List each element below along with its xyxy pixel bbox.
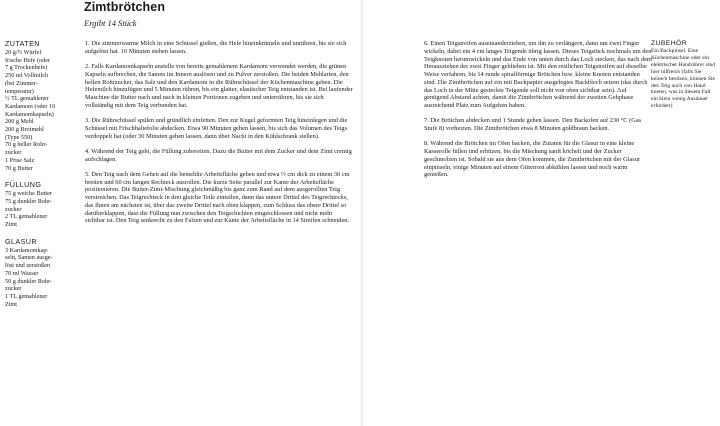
instruction-step-5: 5. Den Teig nach dem Gehen auf die bemehlte Arbeitsfläche geben und etwa ½ cm dick zu einem 30 cm breiten und 60 cm langen Rechteck ausrollen. Die kurze Seite parallel zur Kante der Arbeitsfläche positionieren. Die Butter-Zimt-Mischung gleichmäßig bis ganz zum Rand auf dem ausgerollten Teig verstreichen. Das Teigrechteck in drei gleiche Teile einteilen, dann das untere Drittel des Teigrechtecks, das Ihnen am nächsten ist, über das zweite Drittel nach oben klappen, zum Schluss das obere Drittel so darüberklappen, dass die Füllung nun zwischen den Teigschichten eingeschlossen und nicht mehr sichtbar ist. Den Teig senkrecht zu den Falzen und zur Kante der Arbeitsfläche in 14 Streifen schneiden. [85, 170, 350, 225]
ingredient-line: zucker [5, 149, 22, 157]
ingredients-column [5, 40, 81, 317]
ingredient-line: 70 g heller Rohr- [5, 141, 48, 149]
ingredient-line: Zimt [5, 221, 18, 229]
ingredients-group-zutaten [5, 40, 81, 172]
instruction-step-2: 2. Falls Kardamomkapseln anstelle von bereits gemahlenem Kardamom verwendet werden, die grünen Kapseln aufbrechen, die Samen im Innern auslösen und zu Pulver zerstoßen. Die beiden Mehlarten, den hellen Rohrzucker, das Salz und den Kardamom in die Rührschüssel der Küchenmaschine geben. Die Hefemilch hinzufügen und 5 Minuten rühren, bis ein glatter, elastischer Teig entstanden ist. Bei laufender Maschine die Butter nach und nach in kleinen Portionen zugeben und unterrühren, bis sie sich vollständig mit dem Teig verbunden hat. [85, 63, 353, 109]
ingredient-line: zucker [5, 285, 22, 293]
ingredients-heading-fuellung: FÜLLUNG [5, 180, 42, 190]
instructions-column-right [424, 40, 652, 187]
ingredient-line: Kardamom (oder 10 [5, 102, 56, 110]
ingredients-heading-zutaten: ZUTATEN [5, 39, 40, 48]
ingredient-line: 75 g weiche Butter [5, 190, 52, 198]
ingredient-line: 250 ml Vollmilch [5, 72, 49, 80]
instruction-step-4: 4. Während der Teig geht, die Füllung zubereiten. Dazu die Butter mit dem Zucker und dem Zimt cremig aufschlagen. [85, 147, 352, 163]
ingredient-line: 20 g/½ Würfel [5, 49, 42, 56]
ingredient-line: Zimt [5, 300, 18, 308]
ingredients-heading-glasur: GLASUR [5, 236, 37, 246]
ingredient-line: 50 g dunkler Rohr- [5, 277, 53, 285]
equipment-note [651, 40, 717, 110]
ingredient-line: 200 g Brotmehl [5, 126, 44, 134]
ingredient-line: 70 ml Wasser [5, 269, 39, 277]
ingredient-line: temperatur) [5, 87, 34, 95]
ingredient-line: 7 g Trockenhefe) [5, 64, 48, 72]
ingredient-line: 1 Prise Salz [5, 156, 35, 164]
ingredients-group-glasur [5, 238, 81, 309]
ingredient-line: 3 Kardamomkap- [5, 246, 49, 254]
instruction-step-6: 6. Einen Teigstreifen auseinanderziehen, um ihn zu verlängern, dann um zwei Finger wickeln, dabei ein 4 cm langes Teigende übrig lassen. Dieses Teigstück nochmals um den Teigknoten herumwickeln und das Ende von unten durch das Loch stecken, das nach dem Herausziehen der zwei Finger geblieben ist. Mit den restlichen Teigstreifen auf dieselbe Weise verfahren, bis 14 runde spiralförmige Brötchen bzw. kleine Knoten entstanden sind. Die Zimtbrötchen auf ein mit Backpapier ausgelegtes Backblech setzen (das durch das Loch in der Mitte gesteckte Teigende soll nicht von oben sichtbar sein). Auf genügend Abstand achten, damit die Zimtbrötchen während der zweiten Gehphase ausreichend Platz zum Aufgehen haben. [424, 40, 652, 109]
recipe-title: Zimtbrötchen [84, 0, 166, 14]
ingredient-line: 1 TL gemahlener [5, 292, 48, 300]
ingredient-line: 2 TL gemahlener [5, 213, 48, 221]
right-page [362, 0, 720, 426]
recipe-yield: Ergibt 14 Stück [84, 18, 137, 28]
ingredient-line: (Type 550) [5, 133, 33, 141]
ingredient-line: zucker [5, 205, 22, 213]
instructions-column-left [85, 40, 353, 233]
ingredients-group-fuellung [5, 181, 81, 229]
ingredient-line: ½ TL gemahlener [5, 95, 49, 103]
equipment-heading: ZUBEHÖR [651, 40, 688, 47]
ingredient-line: 200 g Mehl [5, 118, 34, 126]
ingredient-line: seln, Samen ausge- [5, 254, 53, 262]
ingredient-line: 70 g Butter [5, 164, 33, 172]
ingredient-line: frische Hefe (oder [5, 56, 51, 64]
instruction-step-3: 3. Die Rührschüssel spülen und gründlich einfetten. Den zur Kugel geformten Teig hineinlegen und die Schüssel mit Frischhaltefolie abdecken. Etwa 90 Minuten gehen lassen, bis sich das Volumen des Teigs verdoppelt hat (oder 30 Minuten gehen lassen, dann über Nacht in den Kühlschrank stellen). [85, 117, 348, 140]
ingredient-line: 75 g dunkler Rohr- [5, 197, 53, 205]
equipment-text: Ein Backpinsel. Eine Küchenmaschine oder ein elektrischer Handrührer sind hier hilfreich (falls Sie keine/n besitzen, können Sie den Teig auch von Hand kneten, was in diesem Fall ein klein wenig Ausdauer erfordert) [651, 48, 716, 110]
ingredient-line: löst und zerstoßen [5, 262, 51, 270]
instruction-step-8: 8. Während die Brötchen im Ofen backen, die Zutaten für die Glasur in eine kleine Kasserolle füllen und erhitzen, bis die Mischung sanft köchelt und der Zucker geschmolzen ist. Sobald sie aus dem Ofen kommen, die Zimtbrötchen mit der Glasur einpinseln, einige Minuten auf einem Gitterrost abkühlen lassen und noch warm genießen. [424, 140, 640, 179]
ingredient-line: (bei Zimmer- [5, 79, 39, 87]
ingredient-line: Kardamomkapseln) [5, 110, 54, 118]
instruction-step-1: 1. Die zimmerwarme Milch in eine Schüssel gießen, die Hefe hineinkrümeln und unrühren, bis sie sich aufgelöst hat. 10 Minuten stehen lassen. [85, 40, 347, 55]
instruction-step-7: 7. Die Brötchen abdecken und 1 Stunde gehen lassen. Den Backofen auf 230 °C (Gas Stufe 8) vorheizen. Die Zimtbrötchen etwa 8 Minuten goldbraun backen. [424, 117, 642, 132]
